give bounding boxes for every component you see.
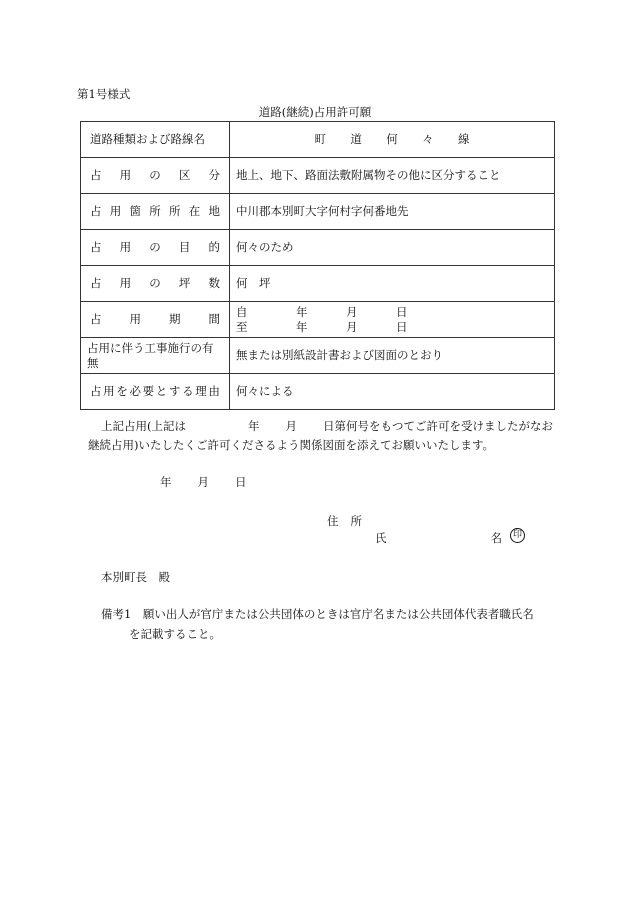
table-row-category [81, 158, 555, 194]
reason-label-char: 由 [208, 384, 220, 398]
purpose-label-char: 目 [178, 240, 191, 254]
request-text-part: 日第何号をもつてご許可を受けましたがなお [323, 419, 553, 433]
area-label-char: 占 [90, 276, 102, 290]
table-row-period [81, 302, 555, 338]
reason-label [81, 374, 230, 410]
category-label-char: の [149, 168, 161, 182]
period-value [230, 302, 555, 338]
road-value [230, 122, 555, 158]
period-from-month: 月 [346, 304, 358, 319]
request-text-month: 月 [285, 419, 297, 433]
period-from-day: 日 [396, 304, 408, 319]
date-year: 年 [160, 475, 172, 489]
road-value-char: 町 [314, 132, 326, 146]
category-label [81, 158, 230, 194]
period-label-char: 占 [90, 312, 102, 326]
area-label-char: の [149, 276, 161, 290]
road-label-text: 道路種類および路線名 [90, 132, 205, 146]
purpose-value: 何々のため [230, 230, 555, 266]
form-title: 道路(継続)占用許可願 [258, 105, 372, 119]
purpose-label-char: 用 [119, 240, 132, 254]
table-row-road [81, 122, 555, 158]
note-line-1: 備考1 願い出人が官庁または公共団体のときは官庁名または公共団体代表者職氏名 [101, 607, 534, 621]
period-to-line [236, 320, 548, 335]
purpose-label-char: の [149, 240, 161, 254]
name-label-char: 名 [490, 531, 502, 545]
location-label-char: 地 [208, 204, 220, 218]
date-month: 月 [197, 475, 209, 489]
application-date [160, 474, 247, 490]
category-value: 地上、地下、路面法敷附属物その他に区分すること [230, 158, 555, 194]
location-label-char: 箇 [129, 204, 141, 218]
location-label-char: 用 [109, 204, 122, 218]
period-from-year: 年 [296, 304, 308, 319]
reason-label-char: る [182, 384, 194, 398]
construction-value: 無または別紙設計書および図面のとおり [230, 338, 555, 374]
table-row-purpose [81, 230, 555, 266]
period-to-year: 年 [296, 319, 308, 334]
reason-label-char: 理 [195, 384, 207, 398]
period-from-line [236, 305, 548, 320]
construction-label [81, 338, 230, 374]
purpose-label-char: 占 [90, 240, 102, 254]
reason-label-char: 用 [103, 384, 115, 398]
reason-value: 何々による [230, 374, 555, 410]
category-label-char: 占 [90, 168, 102, 182]
request-text-line-2: 継続占用)いたしたくご許可くださるよう関係図面を添えてお願いいたします。 [88, 438, 495, 452]
category-label-char: 区 [178, 168, 191, 182]
category-label-char: 分 [208, 168, 220, 182]
address-label-char: 住 [327, 514, 339, 528]
area-label-char: 数 [208, 276, 220, 290]
reason-label-char: 占 [90, 384, 102, 398]
reason-label-char: を [116, 384, 128, 398]
period-to-day: 日 [396, 319, 408, 334]
period-label [81, 302, 230, 338]
area-label-char: 用 [119, 276, 132, 290]
form-number: 第1号様式 [77, 87, 131, 101]
name-label-char: 氏 [375, 531, 387, 545]
area-label-char: 坪 [178, 276, 191, 290]
period-label-char: 間 [208, 312, 220, 326]
road-label [81, 122, 230, 158]
reason-label-char: 必 [129, 384, 141, 398]
period-from-label: 自 [236, 304, 248, 319]
request-text-year: 年 [248, 419, 260, 433]
road-value-char: 線 [458, 132, 470, 146]
construction-label-text: 占用に伴う工事施行の有無 [87, 340, 214, 370]
road-value-char: 道 [350, 132, 362, 146]
address-label-char: 所 [350, 514, 362, 528]
request-text-line-1 [101, 418, 553, 434]
category-label-char: 用 [119, 168, 132, 182]
applicant-name [375, 530, 502, 546]
road-value-char: 々 [422, 132, 434, 146]
table-row-area [81, 266, 555, 302]
location-value: 中川郡本別町大字何村字何番地先 [230, 194, 555, 230]
area-label [81, 266, 230, 302]
location-label-char: 占 [90, 204, 102, 218]
table-row-construction [81, 338, 555, 374]
reason-label-char: と [155, 384, 168, 398]
seal-mark: 印 [510, 528, 525, 543]
reason-label-char: す [168, 384, 181, 398]
period-to-label: 至 [236, 319, 248, 334]
location-label [81, 194, 230, 230]
period-label-char: 期 [169, 312, 181, 326]
application-table [80, 121, 555, 410]
purpose-label-char: 的 [208, 240, 220, 254]
table-row-location [81, 194, 555, 230]
date-day: 日 [235, 475, 247, 489]
addressee: 本別町長 殿 [101, 570, 170, 584]
location-label-char: 所 [149, 204, 161, 218]
road-value-char: 何 [386, 132, 398, 146]
period-to-month: 月 [346, 319, 358, 334]
reason-label-char: 要 [142, 384, 155, 398]
location-label-char: 在 [188, 204, 201, 218]
applicant-address [327, 513, 362, 529]
table-row-reason [81, 374, 555, 410]
purpose-label [81, 230, 230, 266]
request-text-part: 上記占用(上記は [101, 419, 186, 433]
period-label-char: 用 [129, 312, 141, 326]
note-line-2: を記載すること。 [129, 627, 221, 641]
location-label-char: 所 [169, 204, 181, 218]
area-value: 何 坪 [230, 266, 555, 302]
